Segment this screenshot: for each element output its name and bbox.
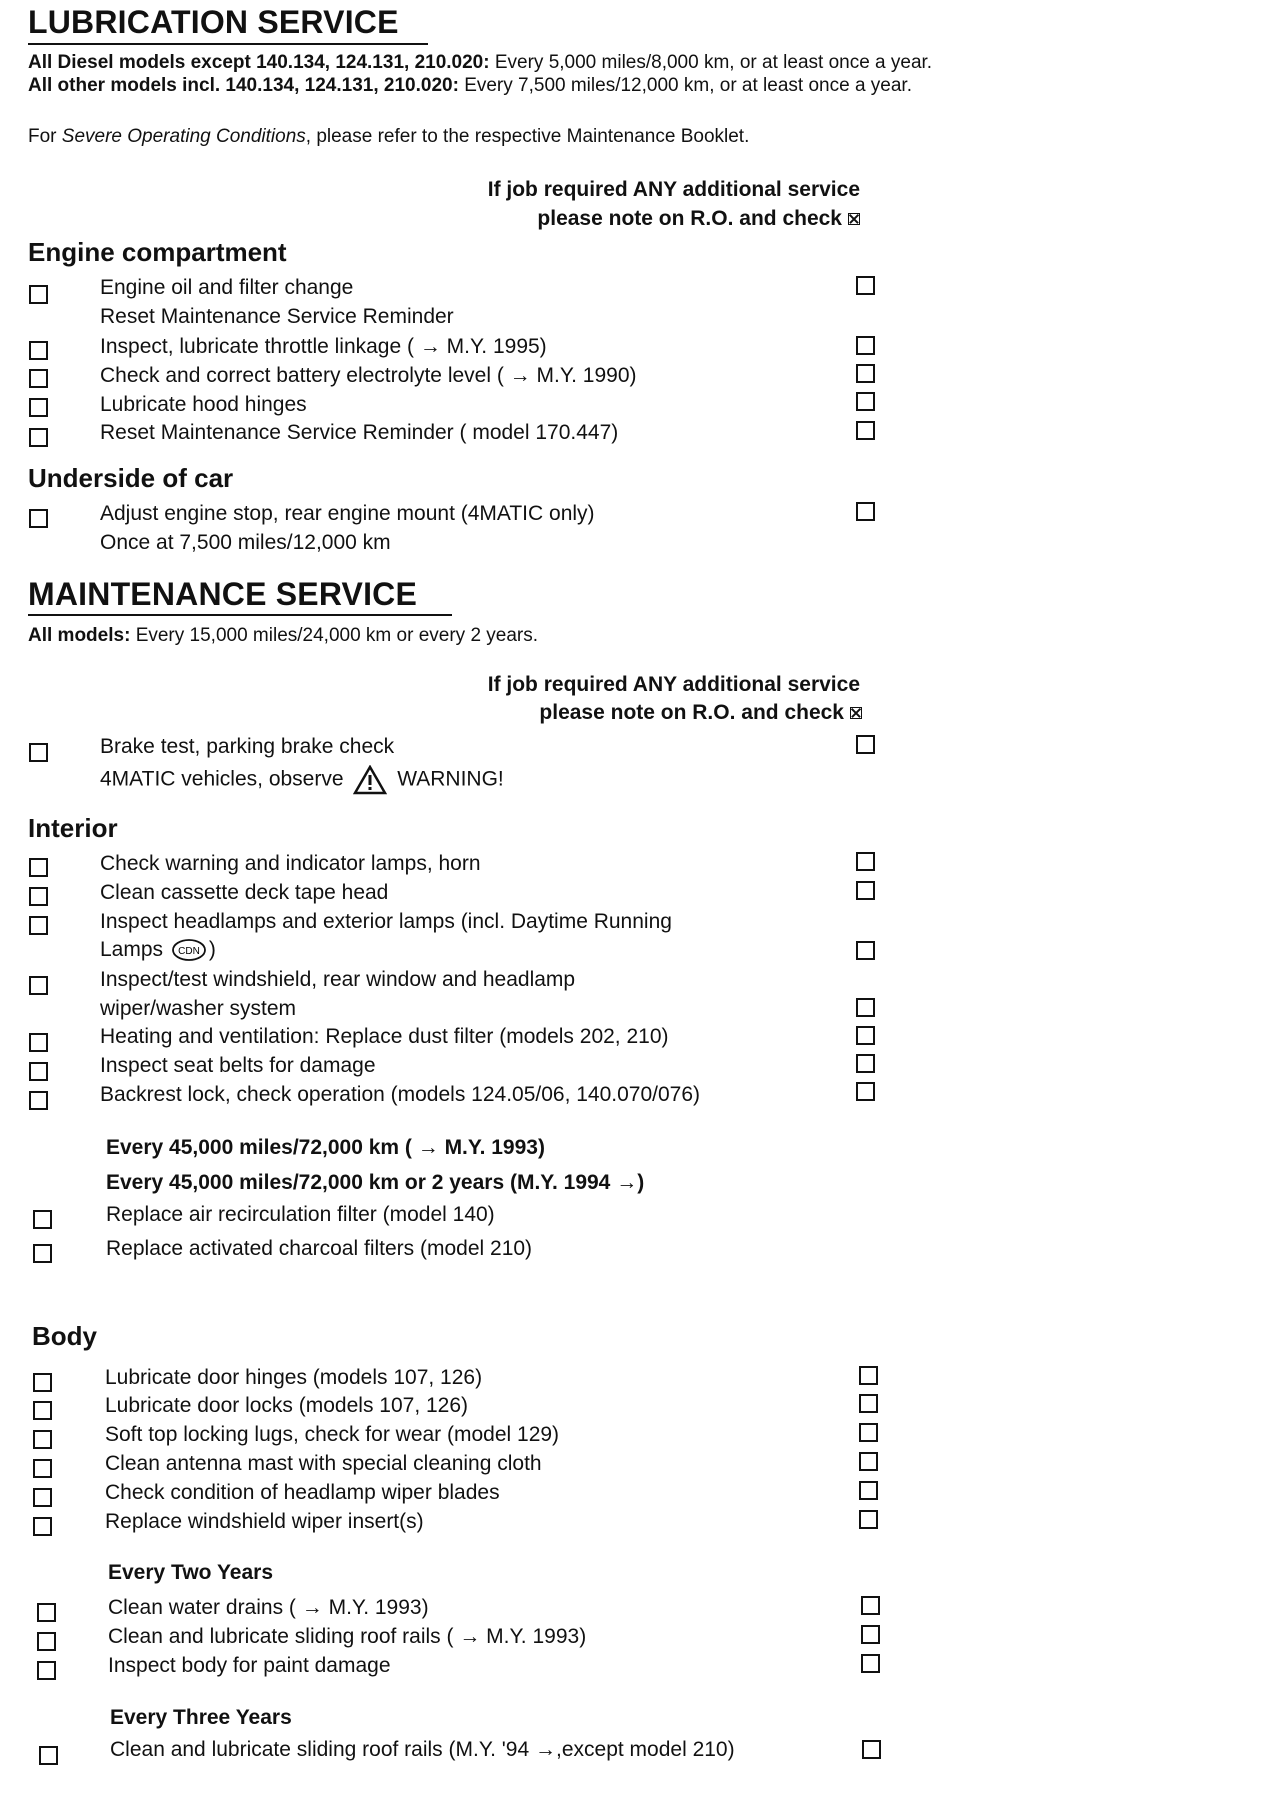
seat-belts-checkbox[interactable]: [29, 1062, 48, 1081]
diesel-interval-line: [28, 52, 932, 74]
wiper-blades-checkbox[interactable]: [33, 1488, 52, 1507]
paint-damage-additional-checkbox[interactable]: [861, 1654, 880, 1673]
headlamps-additional-checkbox[interactable]: [856, 941, 875, 960]
paint-damage-checkbox[interactable]: [37, 1661, 56, 1680]
interval-45000-post-1994: Every 45,000 miles/72,000 km or 2 years (M.Y. 1994 →): [106, 1171, 645, 1194]
windshield-item-continued: wiper/washer system: [100, 997, 297, 1020]
door-hinges-additional-checkbox[interactable]: [859, 1366, 878, 1385]
headlamps-item-continued: Lamps CDN ): [100, 938, 216, 961]
engine-oil-checkbox[interactable]: [29, 285, 48, 304]
engine-oil-item: Engine oil and filter change: [100, 276, 354, 299]
antenna-checkbox[interactable]: [33, 1459, 52, 1478]
windshield-additional-checkbox[interactable]: [856, 998, 875, 1017]
interval-45000-pre-1993: Every 45,000 miles/72,000 km ( → M.Y. 1993): [106, 1136, 545, 1159]
additional-service-note-line2: [60, 207, 860, 231]
lamps-text: Lamps: [100, 938, 164, 961]
throttle-linkage-item: Inspect, lubricate throttle linkage ( → M.Y. 1995): [100, 335, 547, 358]
windshield-checkbox[interactable]: [29, 976, 48, 995]
all-models-interval-text: Every 15,000 miles/24,000 km or every 2 years.: [135, 625, 539, 646]
engine-stop-checkbox[interactable]: [29, 509, 48, 528]
other-models-label: All other models incl. 140.134, 124.131, 210.020:: [28, 75, 459, 96]
other-interval-text: Every 7,500 miles/12,000 km, or at least once a year.: [464, 75, 912, 96]
door-locks-checkbox[interactable]: [33, 1401, 52, 1420]
door-hinges-item: Lubricate door hinges (models 107, 126): [105, 1366, 483, 1389]
recirculation-filter-item: Replace air recirculation filter (model 140): [106, 1203, 495, 1226]
cassette-item: Clean cassette deck tape head: [100, 881, 389, 904]
reset-reminder-item: Reset Maintenance Service Reminder: [100, 305, 454, 328]
canada-model-icon: [171, 938, 207, 962]
maintenance-additional-note-text: please note on R.O. and check: [539, 701, 844, 724]
battery-checkbox[interactable]: [29, 369, 48, 388]
backrest-lock-checkbox[interactable]: [29, 1091, 48, 1110]
charcoal-filters-checkbox[interactable]: [33, 1244, 52, 1263]
maintenance-additional-note-line2: [62, 701, 862, 725]
diesel-interval-text: Every 5,000 miles/8,000 km, or at least once a year.: [494, 52, 933, 73]
all-models-label: All models:: [28, 625, 131, 646]
windshield-item: Inspect/test windshield, rear window and headlamp: [100, 968, 576, 991]
wiper-blades-additional-checkbox[interactable]: [859, 1481, 878, 1500]
engine-stop-interval: Once at 7,500 miles/12,000 km: [100, 531, 391, 554]
brake-test-item: Brake test, parking brake check: [100, 735, 395, 758]
diesel-models-label: All Diesel models except 140.134, 124.131, 210.020:: [28, 52, 490, 73]
seat-belts-item: Inspect seat belts for damage: [100, 1054, 376, 1077]
checked-box-icon: [850, 707, 862, 719]
4matic-warning-text: 4MATIC vehicles, observe: [100, 767, 344, 791]
soft-top-item: Soft top locking lugs, check for wear (model 129): [105, 1423, 560, 1446]
roof-rails-pre-1993-additional-checkbox[interactable]: [861, 1625, 880, 1644]
wiper-insert-additional-checkbox[interactable]: [859, 1510, 878, 1529]
recirculation-filter-checkbox[interactable]: [33, 1210, 52, 1229]
other-interval-line: [28, 75, 912, 97]
every-two-years-heading: Every Two Years: [108, 1561, 273, 1584]
warning-triangle-icon: [353, 765, 387, 795]
warning-lamps-item: Check warning and indicator lamps, horn: [100, 852, 481, 875]
water-drains-item: Clean water drains ( → M.Y. 1993): [108, 1596, 429, 1619]
reset-reminder-170-additional-checkbox[interactable]: [856, 421, 875, 440]
wiper-insert-item: Replace windshield wiper insert(s): [105, 1510, 424, 1533]
brake-test-additional-checkbox[interactable]: [856, 735, 875, 754]
backrest-lock-item: Backrest lock, check operation (models 124.05/06, 140.070/076): [100, 1083, 701, 1106]
roof-rails-post-1994-item: Clean and lubricate sliding roof rails (M.Y. '94 →,except model 210): [110, 1738, 735, 1761]
reset-reminder-170-checkbox[interactable]: [29, 428, 48, 447]
hood-hinges-item: Lubricate hood hinges: [100, 393, 307, 416]
severe-note-emphasis: Severe Operating Conditions: [61, 126, 306, 147]
roof-rails-pre-1993-checkbox[interactable]: [37, 1632, 56, 1651]
water-drains-additional-checkbox[interactable]: [861, 1596, 880, 1615]
brake-test-checkbox[interactable]: [29, 743, 48, 762]
severe-note-prefix: For: [28, 126, 62, 147]
underside-heading: Underside of car: [28, 463, 234, 493]
svg-text:CDN: CDN: [178, 946, 200, 958]
door-locks-additional-checkbox[interactable]: [859, 1394, 878, 1413]
battery-item: Check and correct battery electrolyte level ( → M.Y. 1990): [100, 364, 637, 387]
wiper-blades-item: Check condition of headlamp wiper blades: [105, 1481, 500, 1504]
door-locks-item: Lubricate door locks (models 107, 126): [105, 1394, 469, 1417]
interior-heading: Interior: [28, 813, 118, 843]
cassette-additional-checkbox[interactable]: [856, 881, 875, 900]
checked-box-icon: [848, 213, 860, 225]
antenna-additional-checkbox[interactable]: [859, 1452, 878, 1471]
wiper-insert-checkbox[interactable]: [33, 1517, 52, 1536]
severe-conditions-note: [28, 126, 749, 148]
severe-note-suffix: , please refer to the respective Maintenance Booklet.: [305, 126, 750, 147]
dust-filter-item: Heating and ventilation: Replace dust filter (models 202, 210): [100, 1025, 669, 1048]
all-models-interval-line: [28, 625, 538, 647]
warning-label: WARNING!: [397, 767, 504, 791]
every-three-years-heading: Every Three Years: [110, 1706, 292, 1729]
seat-belts-additional-checkbox[interactable]: [856, 1054, 875, 1073]
antenna-item: Clean antenna mast with special cleaning cloth: [105, 1452, 542, 1475]
4matic-warning-line: [100, 765, 504, 795]
roof-rails-pre-1993-item: Clean and lubricate sliding roof rails ( → M.Y. 1993): [108, 1625, 587, 1648]
throttle-linkage-checkbox[interactable]: [29, 341, 48, 360]
maintenance-additional-note-line1: If job required ANY additional service: [487, 673, 860, 696]
hood-hinges-checkbox[interactable]: [29, 398, 48, 417]
warning-lamps-additional-checkbox[interactable]: [856, 852, 875, 871]
additional-service-note-line1: If job required ANY additional service: [487, 178, 860, 201]
lubrication-title-underline: [28, 43, 428, 45]
maintenance-service-title: MAINTENANCE SERVICE: [28, 576, 418, 612]
lubrication-service-title: LUBRICATION SERVICE: [28, 4, 399, 40]
warning-lamps-checkbox[interactable]: [29, 858, 48, 877]
dust-filter-additional-checkbox[interactable]: [856, 1026, 875, 1045]
body-heading: Body: [32, 1321, 97, 1351]
soft-top-additional-checkbox[interactable]: [859, 1423, 878, 1442]
roof-rails-post-1994-additional-checkbox[interactable]: [862, 1740, 881, 1759]
additional-service-note-text: please note on R.O. and check: [537, 207, 842, 230]
throttle-linkage-additional-checkbox[interactable]: [856, 336, 875, 355]
engine-oil-additional-checkbox[interactable]: [856, 276, 875, 295]
paint-damage-item: Inspect body for paint damage: [108, 1654, 391, 1677]
door-hinges-checkbox[interactable]: [33, 1373, 52, 1392]
engine-compartment-heading: Engine compartment: [28, 237, 287, 267]
roof-rails-post-1994-checkbox[interactable]: [39, 1746, 58, 1765]
hood-hinges-additional-checkbox[interactable]: [856, 392, 875, 411]
backrest-lock-additional-checkbox[interactable]: [856, 1082, 875, 1101]
dust-filter-checkbox[interactable]: [29, 1033, 48, 1052]
maintenance-title-underline: [28, 614, 452, 616]
soft-top-checkbox[interactable]: [33, 1430, 52, 1449]
reset-reminder-170-item: Reset Maintenance Service Reminder ( model 170.447): [100, 421, 619, 444]
engine-stop-item: Adjust engine stop, rear engine mount (4MATIC only): [100, 502, 595, 525]
headlamps-item: Inspect headlamps and exterior lamps (incl. Daytime Running: [100, 910, 672, 933]
battery-additional-checkbox[interactable]: [856, 364, 875, 383]
engine-stop-additional-checkbox[interactable]: [856, 502, 875, 521]
cassette-checkbox[interactable]: [29, 887, 48, 906]
charcoal-filters-item: Replace activated charcoal filters (model 210): [106, 1237, 533, 1260]
water-drains-checkbox[interactable]: [37, 1603, 56, 1622]
headlamps-checkbox[interactable]: [29, 916, 48, 935]
